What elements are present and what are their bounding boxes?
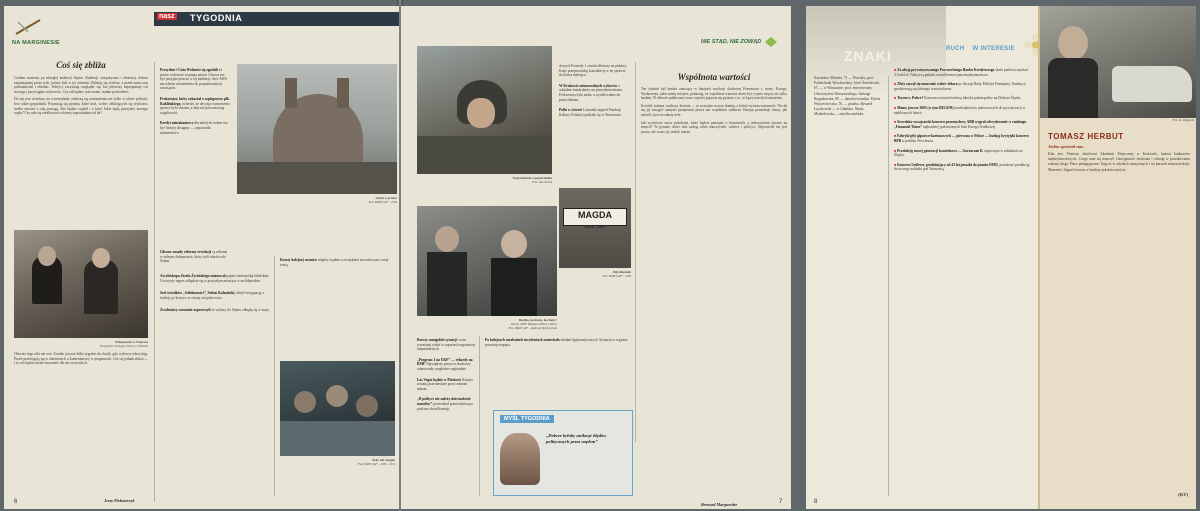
page-number: 8 xyxy=(814,499,818,505)
knife-fork-icon xyxy=(14,16,44,38)
profile-text: Kim jest: Pianista, absolwent Akademii Muzycznej w Krakowie, laureat konkursów międzynarodowych. Czego nam się nauczył: Umiejętności słuchania i odwagi w poszukiwaniu własnej drogi. Prace pedagogiczne: Zajęcia w szkołach muzycznych i na kursach mistrzowskich. Marzenie: Zagrać koncert w każdym polskim mieście. xyxy=(1048,152,1190,172)
photo-caption: Mój dziennik Fot. PAP/CAF - 2/99 xyxy=(602,270,631,279)
header-deco: ZNAKI xyxy=(806,6,946,96)
article-paragraph: Kościół, kultura, tradycja, historia — to wszystko tworzy tkankę, z której wyrasta tożsamość. Nie da się jej zastąpić samymi przepisami prawa ani wspólnym rynkiem. Europa potrzebuje duszy, jak mówili ojcowie założyciele. xyxy=(641,103,787,117)
brief-column: dowych Formuły 1 został odłożony na później. Kraje przeprowadzą konsultacje w tej sprawie do końca miesiąca. W Krakowie niemorzalnych wyborów z udziałem kandydatów na prezydenta miasta. Frekwencja była niska, a wyniki trudne do przewidzenia. Polki w świecie Laureatki nagród Fundacji Kultury Polskiej spotkały się w Warszawie. xyxy=(559,64,627,117)
article-title: Wspólnota wartości xyxy=(677,72,751,82)
page-number: 7 xyxy=(779,499,783,505)
brief-column-lower-2: Arcybiskupa Józefa Życińskiego mianował papież metropolitą lubelskim. Uroczysty ingres odbędzie się w przyszłym miesiącu w archikatedrze. Szef ośrodków „Solidarności”, Stefan Kolasiński, złożył rezygnację z funkcji po krytyce ze strony związkowców. Zwolennicy szostanie zaprzeczyli że wybory do Sejmu odbędą się w maju. xyxy=(160,274,270,313)
profile-lead: Jedno spośród nas. xyxy=(1048,144,1085,149)
photo-caption: Wspomnienie o poprzedniku Fot. Jan Żarek xyxy=(512,176,552,185)
brand-tag: nasz xyxy=(159,13,175,20)
photo-caption: Bardzo, kochany, kochany! Kiedy 2000 Władem Półot i Wiley Fot. PAP/CAF - Andrzej Rybczyński xyxy=(508,318,557,331)
page-6 xyxy=(4,6,399,509)
header-bar xyxy=(154,12,399,26)
brief-column-3: Koszty kolejnej rozmów między rządem a związkami zawodowymi wciąż rosną. xyxy=(280,258,389,267)
brief-column-lower: Rzeczy mongolski sytuacji coraz wyraźniej widać w raportach organizacji humanitarnych. „Program 1 na UKF” — rekordy na RMF Największy przyrost słuchaczy odnotowały rozgłośnie regionalne. Las Vegas będzie w Moskwie Kasyna zostaną przeniesione poza centrum miasta. „Ił polityce nie należy doświadczeń narodów” powiedział przewodniczący podczas obrad komisji. xyxy=(417,338,476,411)
photo-leaders xyxy=(14,230,148,338)
brief-column-lower: Głowne zasady reformy rewelacji są zebrane w jednym dokumencie, który trafi wkrótce do Sejmu. xyxy=(160,250,228,264)
page-number: 6 xyxy=(14,499,18,505)
profile-photo xyxy=(1040,6,1196,118)
profile-signature: (KT) xyxy=(1178,492,1188,497)
article-paragraph: Jak wychować nowe pokolenie, które będzie pamiętać o korzeniach, a jednocześnie otwarte na innych? To pytanie, które dziś zadają sobie nauczyciele, rodzice i politycy. Odpowiedź nie jest prosta, ale warto jej szukać razem. xyxy=(641,120,787,134)
article-paragraph: Do naj jesz września, że wiceartykuły odnoszą się zrozumienia nie tylko w sferze polityki, lecz także gospodarki. Pojawiają się pytania, które dziś, wobec zbliżających się wyborów, trzeba stawiać z całą powagą. Kto będzie rządził i z kim? Jakie będą priorytety nowego rządu? Czy uda się zrealizować reformy zapowiadane od lat? xyxy=(14,97,148,116)
profile-sidebar xyxy=(1038,6,1196,509)
article-column xyxy=(14,60,148,119)
photo-caption: Pożegnanie w Franców Przyjaciel Jerzego Olsen w Wolinie xyxy=(99,340,148,349)
profile-name: TOMASZ HERBUT xyxy=(1048,132,1124,141)
photo-politicians xyxy=(417,206,557,316)
quote-text: „Dobrze byłoby uniknąć błędów politycznych przez rządem” xyxy=(546,433,607,444)
photo-church xyxy=(237,64,397,194)
brief-column: Prezydent i Unia Wolności się zgodzili że prawo wyborcze wymaga zmian. Ustawa ma być przyjęta jeszcze w tej kadencji, choć AWS ma własne zastrzeżenia do proponowanych rozwiązań. Prokurator, który oskarżał o szpiegostwo płk. Kuklińskiego, twierdzi, że decyzja o umorzeniu sprawy była słuszna, a akta nie pozostawiają wątpliwości. Kredyt mieszkaniowy dla młodych rodzin ma być łatwiej dostępny — zapowiada ministerstwo. xyxy=(160,68,230,135)
photo-rally xyxy=(417,46,552,174)
page-8 xyxy=(806,6,1196,509)
section-header: NIE STĄD, NIE ZOWĄD xyxy=(701,36,778,48)
protest-sign: MAGDA 1973 - 1997 xyxy=(563,208,627,226)
article-intro: Czołem możemy po ubiegłej kadencji Sejmu. Kadencji sympatyczne i złożonej, dobrze zapamiętanej przez tych, którzy byli w jej centrum. Zbliżają się wybory, a przed nami czas podsumowań i obietnic. Politycy zaczynają rozglądać się, kto pierwszy zaproponuje coś nowego i przyciągnie wyborców. Czy tak będzie tym razem, trudno powiedzieć. xyxy=(14,76,148,94)
section-label: NA MARGINESIE xyxy=(12,40,61,46)
article-author: Bernard Margueritte xyxy=(701,502,738,507)
article-end: Obecnie tego nikt nie wie. Zostało jeszcze kilka tygodni do chwili, gdy wyborcy zdecydują. Partie prześcigają się w obietnicach, a komentatorzy w prognozach. Coś się jednak zbliża — i to coś będzie miało znaczenie dla nas wszystkich. xyxy=(14,352,148,366)
section-header: RUCH W INTERESIE xyxy=(946,46,1015,52)
photo-caption: Znaki w grunie Fot. PAP/CAF - 2/99 xyxy=(368,196,397,205)
photo-caption: Żeby nie ustąpić Fot. PAP/CAF - 2/99 - 27/4 xyxy=(357,458,395,467)
quote-portrait xyxy=(500,433,540,485)
kite-icon xyxy=(764,36,778,48)
photo-caption: Fot. K. Bogucki xyxy=(1172,118,1194,122)
quote-box xyxy=(493,410,633,496)
article-column xyxy=(641,72,787,137)
article-title: Coś się zbliża xyxy=(56,60,106,70)
quote-label: MYŚL TYGODNIA xyxy=(500,415,554,423)
business-briefs: ■ Za akcję prywatyzowanego Powszechnego Banku Kredytowego skarb państwa uzyskał 3,5 mld zł. Nabywcą pakietu został konsorcjum międzynarodowe. ■ Złoty zaczął się umacniać wobec dolara po decyzji Rady Polityki Pieniężnej. Analitycy spodziewają się dalszego wzrostu kursu. ■ Toyota w Polsce? Koncern rozważa budowę fabryki podzespołów na Dolnym Śląsku. ■ Mamy jeszcze 3695 (w tym REGON) przedsiębiorstw państwowych do prywatyzacji w najbliższych latach. ■ Szwedzko-szwajcarski koncern przemysłowy ABB wygrał zdecydowanie w rankingu „Financial Times” najbardziej podziwianych firm Europy Środkowej. ■ Fabryki płyt gipsowo-kartonowych — pierwsza w Polsce — budują brytyjski koncern BPB w pobliżu Wrocławia. ■ Produkcję nowej generacji komórkowe — Gorzaczan K rozpoczęto w zakładach na Śląsku. ■ Koncern Unilever, produkujący od 43 lat proszki do prania OMO, przeniesie produkcję do nowego zakładu pod Warszawą. xyxy=(894,68,1030,172)
page-7 xyxy=(401,6,791,509)
header-title: TYGODNIA xyxy=(190,13,243,23)
obituary-column: Kazimierz Albiński, 71 — Wrocław, prof. Politechniki Wrocławskiej. Józef Śmielewski, 67, — w Warszawie, prof. emerytowany Uniwersytetu Warszawskiego. Jadwiga Bogusławska, 89, — aktorka teatralna. Elwira Wojciechowska, 76, — pisarka. Ryszard Łęczkowski — w Gdańsku. Maria Modzelewska — artystka malarka. xyxy=(814,76,881,117)
photo-protest xyxy=(559,188,631,268)
brief-column-lower-2: Po kolejnych ustaleniach incydentach zaniechało działań dyplomatycznych. Sytuacja w regionie pozostaje napięta. xyxy=(485,338,628,347)
article-paragraph: Ten tydzień był bardzo znaczący w dziejach ewolucji duchowej Francuzów i, może, Europy. Wydarzenia, jakie miały miejsce, pokazują, że wspólnota wartości może być czymś więcej niż tylko hasłem. W debacie publicznej coraz częściej pojawia się pytanie o to, co łączy narody kontynentu. xyxy=(641,87,787,101)
photo-crowd xyxy=(280,361,395,456)
article-author: Jerzy Pieksarczyk xyxy=(104,498,135,503)
